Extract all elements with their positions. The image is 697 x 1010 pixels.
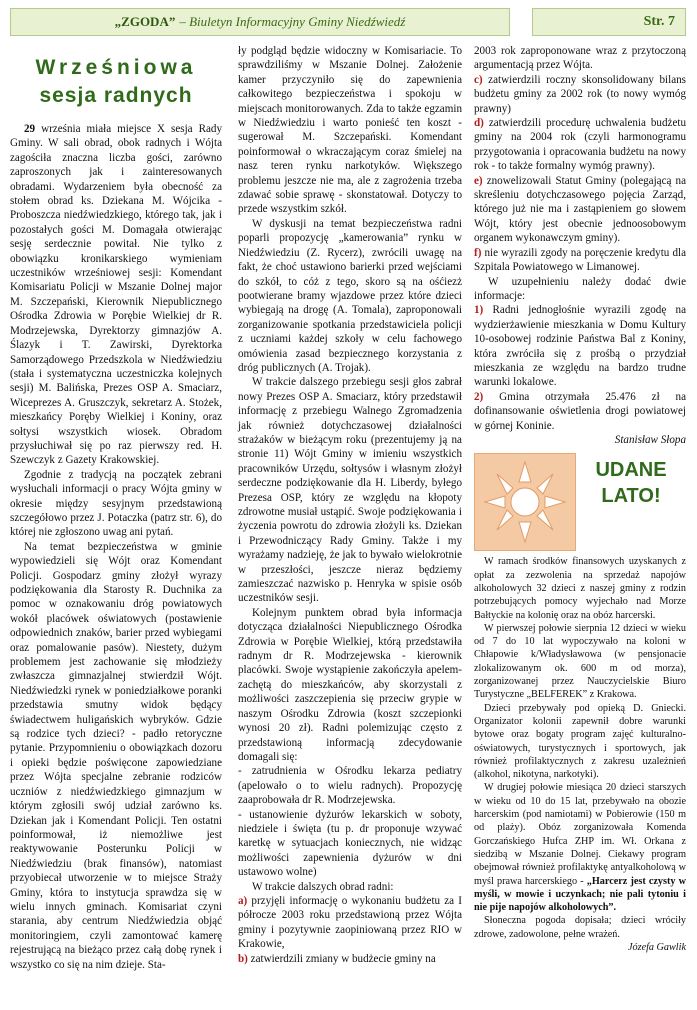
article2-signature: Józefa Gawlik [627, 941, 686, 953]
list-marker: f) [474, 246, 482, 259]
column-3 [474, 44, 686, 954]
list-item [474, 116, 686, 174]
column-2 [238, 44, 462, 966]
list-text: zatwierdzili procedurę uchwalenia budżetu gminy na 2004 rok (czyli harmonogramu przygotowania i opracowania budżetu na nowy rok - to także formalny wymóg prawny). [474, 117, 686, 173]
article2-title-line1: UDANE [595, 459, 667, 482]
list-marker: d) [474, 117, 484, 130]
list-marker: c) [474, 73, 483, 86]
list-marker: a) [238, 894, 248, 907]
list-item [474, 174, 686, 246]
paragraph: Kolejnym punktem obrad była informacja dotycząca działalności Niepublicznego Ośrodka Zdrowia w Porębie Wielkiej, którą przedstawiła radnym dr R. Modrzejewska - kierownik placówki. Swoje wystąpienie zakończyła apelem-zachętą do mieszkańców, aby skorzystali z możliwości zaszczepienia się przeciw grypie w naszym Ośrodku Zdrowia (koszt szczepionki wynosi 20 zł). Radni polemizując często z przedstawioną informacją zdecydowanie domagali się: [238, 606, 462, 763]
list-marker: e) [474, 174, 483, 187]
list-item [474, 390, 686, 433]
paragraph [10, 122, 222, 468]
article-title-line1: Wrześniowa [35, 56, 197, 79]
paragraph-text: września miała miejsce X sesja Rady Gminy. W sali obrad, obok radnych i Wójta zagościła znaczna liczba gości, zarówno zaproszonych jak i zainteresowanych obradami. Wydarzeniem była obecność za stołem obrad ks. Dziekana M. Wójcika - Proboszcza niedźwiedzkiego, którego tak, jak i pozostałych gości M. Domagała otwierając sesję serdecznie powitał. Nie tylko z obowiązku kronikarskiego wymieniam uczestników wrześniowej sesji: Komendant Komisariatu Policji w Mszanie Dolnej major M. Szczepański, Kierownik Niepublicznego Ośrodka Zdrowia w Porębie Wielkiej dr R. Modrzejewska, Dyrektorzy gimnazjów A. Ślazyk i T. Zawirski, Dyrektorka Samorządowego Przedszkola w Niedźwiedziu (stała i systematyczna uczestniczka kolejnych sesji) M. Balińska, Prezes OSP A. Smaciarz, Wiceprezes A. Gruszczyk, sekretarz A. Stożek, mieszkańcy Poręby Wielkiej i Koniny, oraz sołtysi wszystkich wiosek. Obradom przysłuchiwał się po raz pierwszy red. H. Szewczyk z Gazety Krakowskiej. [10, 123, 222, 467]
list-text: znowelizowali Statut Gminy (polegającą na skreśleniu dotychczasowego pojęcia Zarząd, którego już nie ma i zastąpieniem go słowem Wójt, który jest obecnie jednoosobowym organem wykonawczym gminy). [474, 174, 686, 245]
paragraph: Dzieci przebywały pod opieką D. Gniecki. Organizator kolonii zapewnił dobre warunki bytowe oraz bogaty program zajęć kulturalno-oświatowych, turystycznych i sportowych, jak również profilaktycznych z zakresu uzależnień (alkohol, nikotyna, narkotyki). [474, 702, 686, 781]
column-1 [10, 48, 222, 972]
paragraph: Zgodnie z tradycją na początek zebrani wysłuchali informacji o pracy Wójta gminy w okresie między sesyjnym przedstawioną szczegółowo przez J. Potaczka (patrz str. 6), do której nie zgłoszono uwag ani pytań. [10, 468, 222, 539]
list-item [238, 952, 462, 966]
article-signature: Stanisław Słopa [614, 433, 686, 446]
publication-name: „ZGODA” [114, 14, 176, 29]
paragraph: ły podgląd będzie widoczny w Komisariacie. To sprawdziliśmy w Mszanie Dolnej. Założenie kamer przyczyniło się do zapewnienia całkowitego bezpieczeństwa i spokoju w miejscach monitorowanych. Zda to także egzamin w Niedźwiedziu i warto ponieść ten koszt - sugerował M. Szczepański. Komendant poinformował o wkraczającym coraz śmielej na nasz teren rynku narkotyków. Większego problemu jeszcze nie ma, ale z zagrożenia trzeba zdawać sobie sprawę - skonstatował. Dotyczy to przede wszystkim szkół. [238, 45, 462, 216]
paragraph: Słoneczna pogoda dopisała; dzieci wróciły zdrowe, zadowolone, pełne wrażeń. [474, 915, 686, 940]
paragraph: W ramach środków finansowych uzyskanych z opłat za zezwolenia na sprzedaż napojów alkoholowych 32 dzieci z naszej gminy z rodzin potrzebujących pomocy wyjechało nad Morze Bałtyckie na kolonię oraz na obóz harcerski. [474, 556, 686, 621]
scout-law-quote: „Harcerz jest czysty w myśli, w mowie i uczynkach; nie pali tytoniu i nie pije napojów alkoholowych”. [474, 875, 686, 914]
list-item: - zatrudnienia w Ośrodku lekarza pediatry (apelowało o to wielu radnych). Propozycję zaaprobowała dr R. Modrzejewska. [238, 765, 462, 807]
paragraph: Na temat bezpieczeństwa w gminie wypowiedzieli się Wójt oraz Komendant Policji. Gospodarz gminy złożył wyrazy podziękowania dla Starosty R. Duchnika za pomoc w oznakowaniu dróg powiatowych wokół placówek oświatowych (postawienie odpowiednich znaków, barier przed wybiegami oraz pomalowanie pasów). Niestety, dużym problemem jest zachowanie się młodzieży zwłaszcza gimnazjalnej stwierdził Wójt. Niedźwiedzki rynek w poniedziałkowe poranki przedstawia smutny widok będący świadectwem huligańskich wybryków. Gdzie są rodzice tych dzieci? - padło retoryczne pytanie. Przypomnieniu o obowiązkach dozoru i opieki będzie poświęcone zapowiedziane przez Wójta specjalne zebranie rodziców uczniów z niedźwiedzkiego gimnazjum w którym zgłosili swój udział zarówno ks. Dziekan jak i Komendant Policji. Ten ostatni poinformował, iż niemożliwe jest reaktywowanie Posterunku Policji w Niedźwiedziu (brak finansów), natomiast przyobiecał utworzenie w to miejsce Straży Gminy, która to instytucja sprawdza się w wielu innych gminach. Komisariat czyni starania, aby centrum Niedźwiedzia objąć monitoringiem, czyli zamontować kamerę rejestrującą na bieżąco przez całą dobę rynek i wszystko co się na nim dzieje. Sta- [10, 540, 222, 971]
publication-subtitle: – Biuletyn Informacyjny Gminy Niedźwiedź [179, 14, 406, 29]
bold-date: 29 [24, 123, 36, 135]
article2-heading [474, 453, 686, 551]
list-item [474, 73, 686, 116]
paragraph [474, 781, 686, 914]
page-number: Str. 7 [532, 8, 686, 36]
list-text: zatwierdzili roczny skonsolidowany bilans budżetu gminy za 2002 rok (to nowy wymóg prawny) [474, 73, 686, 115]
list-item: - ustanowienie dyżurów lekarskich w soboty, niedziele i święta (tu p. dr proponuje wzywać karetkę w sytuacjach koniecznych, nie widząc możliwości zapewnienia dyżurów w dni ustawowo wolne) [238, 808, 462, 879]
list-marker: 1) [474, 304, 484, 317]
list-item [238, 894, 462, 952]
publication-header [10, 8, 510, 36]
list-marker: 2) [474, 390, 484, 403]
paragraph: W trakcie dalszego przebiegu sesji głos zabrał nowy Prezes OSP A. Smaciarz, który przedstawił informację z przebiegu Walnego Zgromadzenia jak również dotychczasowej działalności strażaków w bieżącym roku (prezentujemy ją na stronie 11) Wójt Gminy w imieniu wszystkich pracowników Urzędu, sołtysów i własnym złożył serdeczne podziękowanie dla H. Liberdy, byłego Prezesa OSP, który ze względu na kłopoty zdrowotne musiał ustąpić. Swoje podziękowania i życzenia powrotu do zdrowia złożyli ks. Dziekan i Przewodniczący Rady Gminy. Także i my wyrażamy nadzieję, że jak to bywało wielokrotnie w przeszłości, jeszcze nieraz będziemy zamieszczać nazwisko p. Henryka w spisie osób uczestników sesji. [238, 376, 462, 605]
paragraph: W trakcie dalszych obrad radni: [252, 880, 394, 893]
list-item [474, 303, 686, 389]
paragraph: 2003 rok zaproponowane wraz z przytoczoną argumentacją przez Wójta. [474, 45, 686, 72]
article-title [10, 54, 222, 110]
paragraph-text: W drugiej połowie miesiąca 20 dzieci starszych w wieku od 10 do 15 lat, przebywało na obozie harcerskim (pod namiotami) w Pobierowie (150 m od plaży). Obóz zorganizowała Komenda Gorczańskiego Hufca ZHP im. Wł. Orkana z siedzibą w Mszanie Dolnej. Ciekawy program obejmował również profilaktykę antyalkoholową w myśl prawa harcerskiego - [474, 782, 686, 887]
article2-body [474, 555, 686, 954]
article2-title [576, 453, 686, 551]
sun-icon [474, 453, 576, 551]
list-text: Gmina otrzymała 25.476 zł na dofinansowanie oświetlenia drogi powiatowej w górnej Koninie. [474, 390, 686, 432]
paragraph: W dyskusji na temat bezpieczeństwa radni poparli propozycję „kamerowania” rynku w Niedźwiedziu (Z. Rycerz), zwrócili uwagę na fakt, że choć ustawiono barierki przed wejściami do szkół, to cóż z tego, skoro są na ośćiezż pootwierane bramy wjazdowe przez które dzieci wybiegają na drogę (A. Tomala), zaproponowali zorganizowanie spotkania przedstawiciela policji z uczniami każdej szkoły w celu fachowego omówienia zasad bezpiecznego korzystania z dróg publicznych (A. Trojak). [238, 217, 462, 374]
article-title-line2: sesja radnych [39, 84, 193, 107]
paragraph: W pierwszej połowie sierpnia 12 dzieci w wieku od 7 do 10 lat wypoczywało na koloni w Chłapowie k/Władysławowa (w pensjonacie zlokalizowanym ok. 600 m od morza), zorganizowanej przez Nauczycielskie Biuro Turystyczne „BELFEREK” z Krakowa. [474, 622, 686, 701]
list-text: zatwierdzili zmiany w budżecie gminy na [247, 952, 436, 965]
article2-title-line2: LATO! [601, 485, 661, 508]
list-text: Radni jednogłośnie wyrazili zgodę na wydzierżawienie mieszkania w Domu Kultury 10-osobowej rodzinie Państwa Bal z Koniny, która zwróciła się z prośbą o przydział mieszkania ze względu na bardzo trudne warunki lokalowe. [474, 304, 686, 389]
list-text: przyjęli informację o wykonaniu budżetu za I półrocze 2003 roku przedstawioną przez Wójta gminy i pozytywnie zaopiniowaną przez RIO w Krakowie, [238, 894, 462, 951]
list-item [474, 246, 686, 275]
list-marker: b) [238, 952, 248, 965]
paragraph: W uzupełnieniu należy dodać dwie informacje: [474, 275, 686, 302]
list-text: nie wyrazili zgody na poręczenie kredytu dla Szpitala Powiatowego w Limanowej. [474, 246, 686, 274]
